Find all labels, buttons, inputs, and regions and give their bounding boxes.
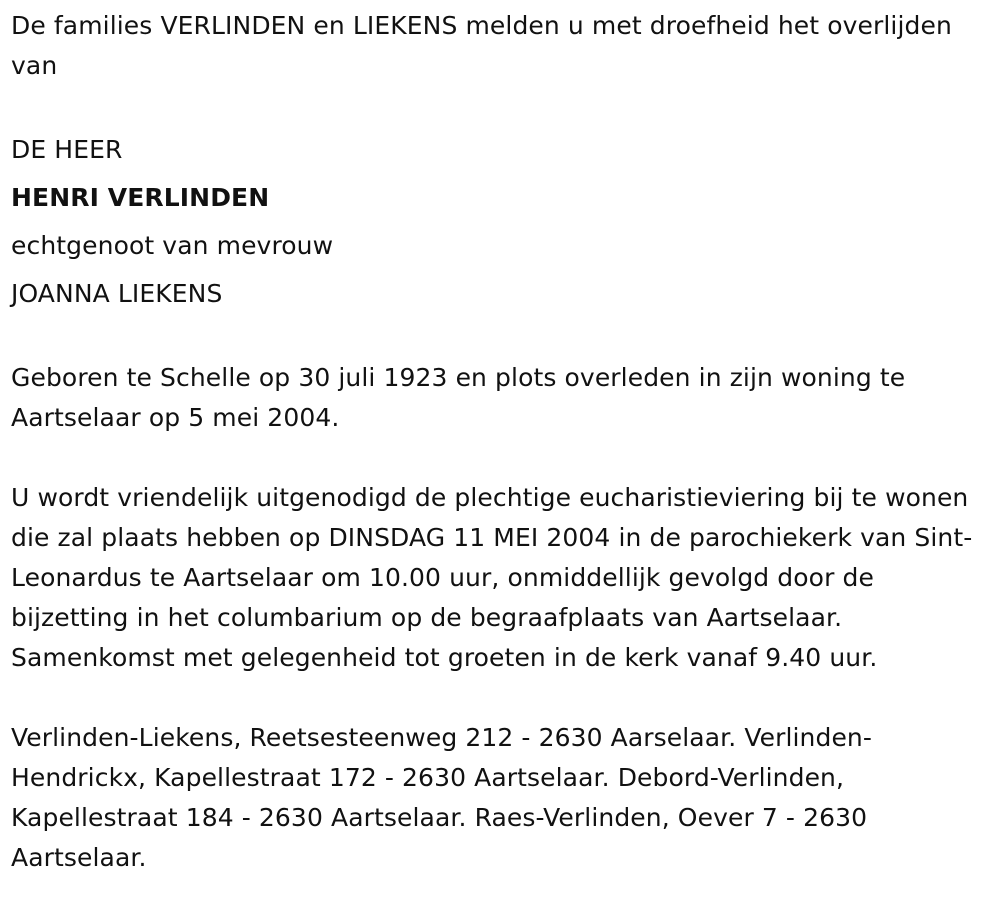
spacer [11,678,980,718]
intro-text: De families VERLINDEN en LIEKENS melden u met droefheid het overlijden van [11,11,952,80]
title-prefix: DE HEER [11,135,123,164]
birth-death-text: Geboren te Schelle op 30 juli 1923 en plots overleden in zijn woning te Aartselaar op 5 mei 2004. [11,363,906,432]
spacer [11,318,980,358]
spouse-name: JOANNA LIEKENS [11,279,223,308]
spacer [11,438,980,478]
deceased-name: HENRI VERLINDEN [11,183,270,212]
relation-text: echtgenoot van mevrouw [11,231,334,260]
addresses-text: Verlinden-Liekens, Reetsesteenweg 212 - 2630 Aarselaar. Verlinden-Hendrickx, Kapellestraat 172 - 2630 Aartselaar. Debord-Verlinden, Kapellestraat 184 - 2630 Aartselaar. Raes-Verlinden, Oever 7 - 2630 Aartselaar. [11,723,872,872]
spacer [11,86,980,126]
ceremony-text: U wordt vriendelijk uitgenodigd de plechtige eucharistieviering bij te wonen die zal plaats hebben op DINSDAG 11 MEI 2004 in de parochiekerk van Sint-Leonardus te Aartselaar om 10.00 uur, onmiddellijk gevolgd door de bijzetting in het columbarium op de begraafplaats van Aartselaar. Samenkomst met gelegenheid tot groeten in de kerk vanaf 9.40 uur. [11,483,973,672]
